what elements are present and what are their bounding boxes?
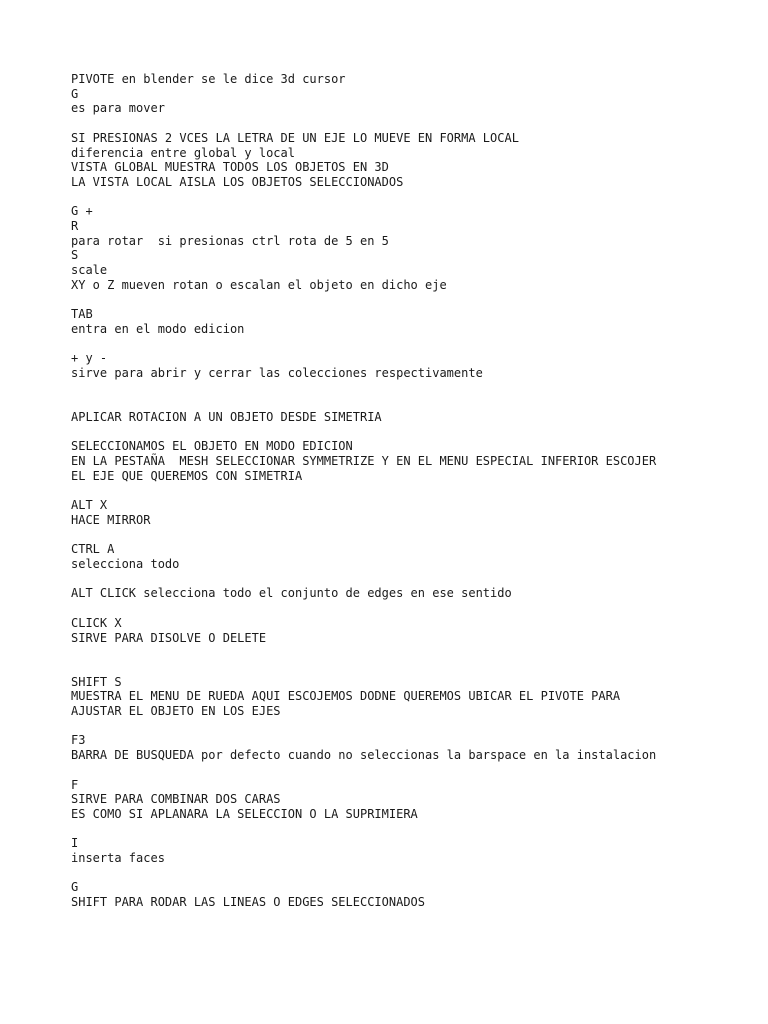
blank-line	[71, 293, 751, 308]
text-line: diferencia entre global y local	[71, 145, 295, 160]
text-line: MUESTRA EL MENU DE RUEDA AQUI ESCOJEMOS DODNE QUEREMOS UBICAR EL PIVOTE PARA	[71, 689, 621, 704]
section-heading: APLICAR ROTACION A UN OBJETO DESDE SIMETRIA	[71, 410, 382, 425]
text-line: SELECCIONAMOS EL OBJETO EN MODO EDICION	[71, 439, 353, 454]
blank-line	[71, 381, 751, 396]
text-line: TAB	[71, 307, 93, 322]
document-page	[71, 72, 751, 910]
blank-line	[71, 484, 751, 499]
blank-line	[71, 116, 751, 131]
text-line: inserta faces	[71, 851, 165, 866]
text-line: + y -	[71, 351, 108, 366]
text-line: R	[71, 219, 79, 233]
blank-line	[71, 572, 751, 587]
text-line: S	[71, 248, 79, 263]
blank-line	[71, 645, 751, 660]
text-line: G	[71, 86, 79, 101]
blank-line	[71, 190, 751, 205]
blank-line	[71, 660, 751, 675]
text-line: ES COMO SI APLANARA LA SELECCION O LA SUPRIMIERA	[71, 806, 418, 821]
blank-line	[71, 425, 751, 440]
text-line: es para mover	[71, 101, 165, 116]
text-line: F	[71, 777, 79, 792]
blank-line	[71, 719, 751, 734]
text-line: EL EJE QUE QUEREMOS CON SIMETRIA	[71, 468, 303, 483]
blank-line	[71, 337, 751, 352]
text-line: para rotar si presionas ctrl rota de 5 en 5	[71, 233, 389, 248]
text-line: entra en el modo edicion	[71, 321, 245, 336]
blank-line	[71, 866, 751, 881]
text-line: PIVOTE en blender se le dice 3d cursor	[71, 72, 346, 86]
text-line: CTRL A	[71, 542, 115, 557]
text-line: ALT X	[71, 498, 108, 513]
text-line: G	[71, 880, 79, 895]
text-line: selecciona todo	[71, 557, 180, 572]
blank-line	[71, 763, 751, 778]
text-line: EN LA PESTAÑA MESH SELECCIONAR SYMMETRIZE Y EN EL MENU ESPECIAL INFERIOR ESCOJER	[71, 454, 657, 469]
blank-line	[71, 601, 751, 616]
blank-line	[71, 822, 751, 837]
text-line: I	[71, 836, 79, 851]
text-line: LA VISTA LOCAL AISLA LOS OBJETOS SELECCIONADOS	[71, 174, 404, 189]
text-line: CLICK X	[71, 615, 122, 630]
text-line: SIRVE PARA COMBINAR DOS CARAS	[71, 792, 281, 807]
blank-line	[71, 528, 751, 543]
text-line: BARRA DE BUSQUEDA por defecto cuando no seleccionas la barspace en la instalacion	[71, 748, 657, 763]
text-line: SHIFT S	[71, 674, 122, 689]
text-line: VISTA GLOBAL MUESTRA TODOS LOS OBJETOS EN 3D	[71, 160, 389, 175]
text-line: ALT CLICK selecciona todo el conjunto de edges en ese sentido	[71, 586, 512, 601]
text-line: scale	[71, 263, 108, 278]
text-line: AJUSTAR EL OBJETO EN LOS EJES	[71, 704, 281, 719]
text-line: XY o Z mueven rotan o escalan el objeto en dicho eje	[71, 277, 447, 292]
text-line: sirve para abrir y cerrar las colecciones respectivamente	[71, 366, 483, 380]
blank-line	[71, 395, 751, 410]
text-line: HACE MIRROR	[71, 512, 151, 527]
text-line: G +	[71, 204, 93, 219]
text-line: SI PRESIONAS 2 VCES LA LETRA DE UN EJE LO MUEVE EN FORMA LOCAL	[71, 130, 519, 145]
text-line: F3	[71, 733, 86, 748]
text-line: SHIFT PARA RODAR LAS LINEAS O EDGES SELECCIONADOS	[71, 895, 426, 910]
text-line: SIRVE PARA DISOLVE O DELETE	[71, 630, 267, 645]
